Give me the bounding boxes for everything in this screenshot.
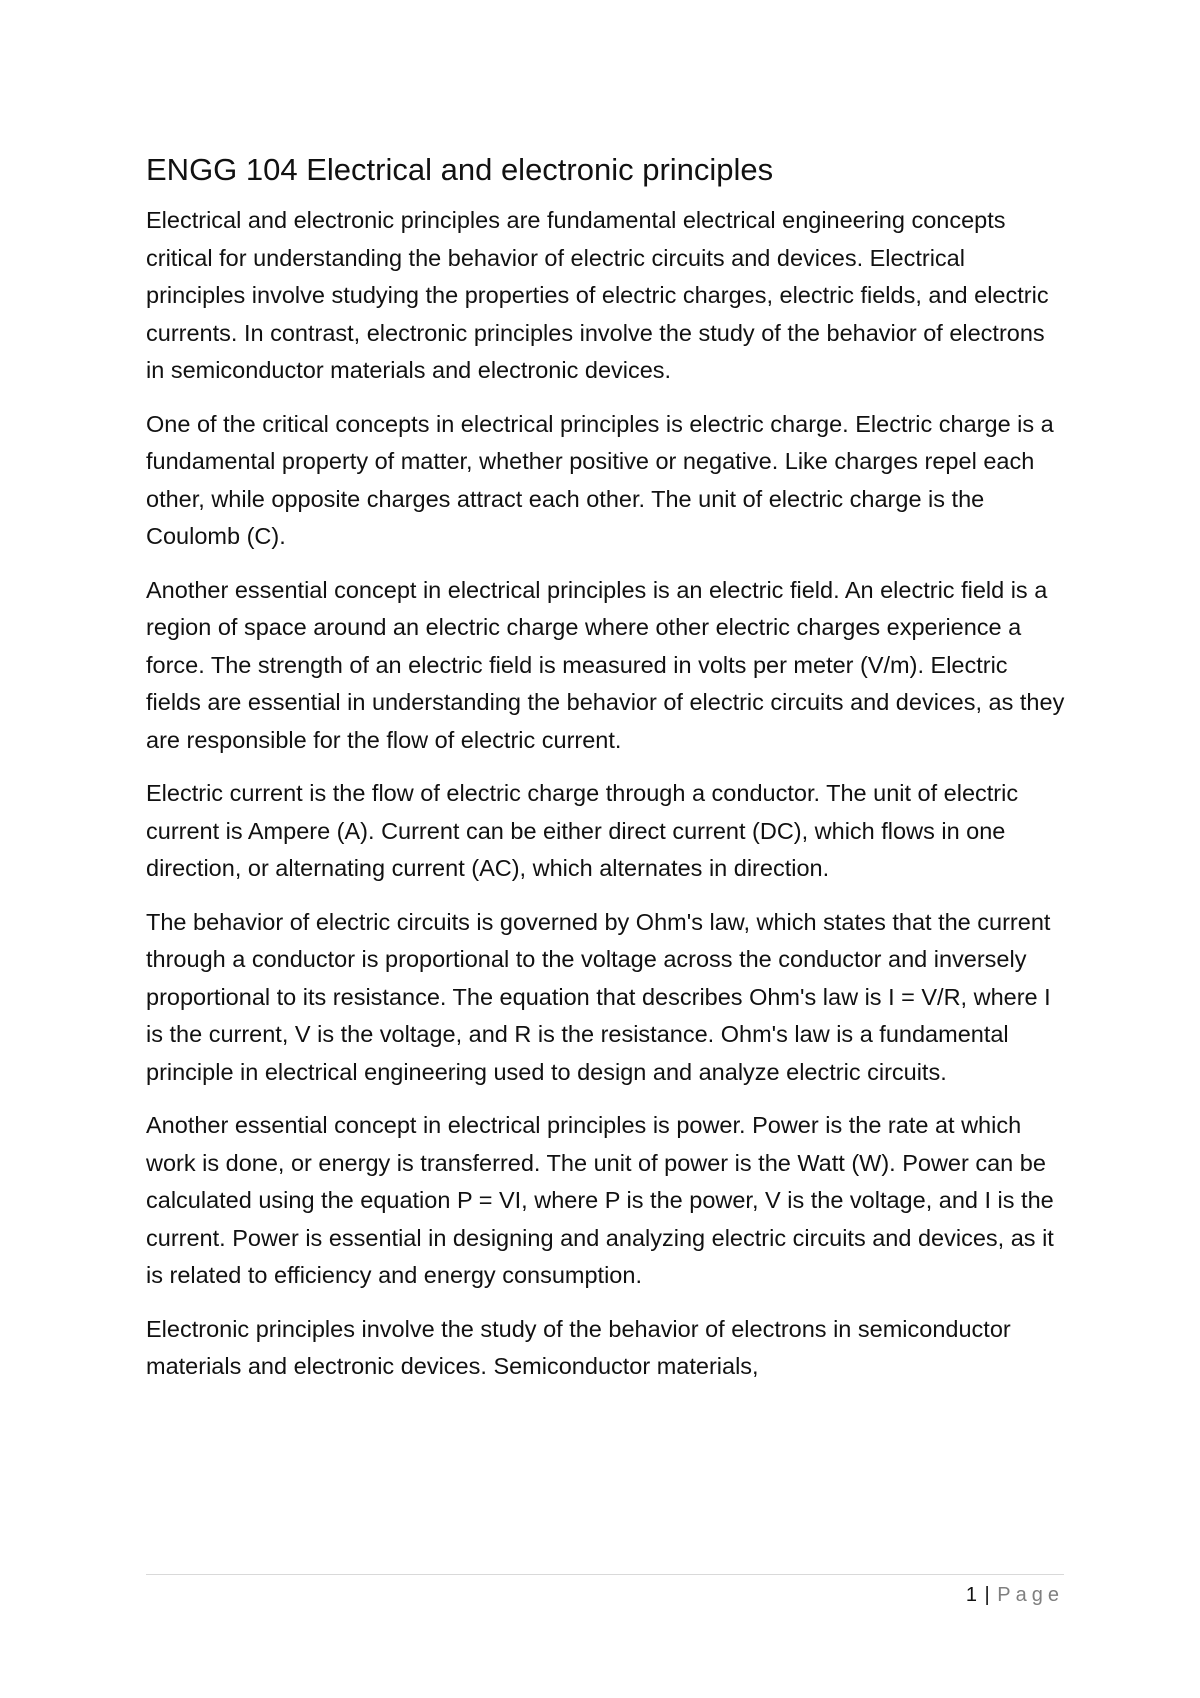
page-footer: [966, 1582, 1064, 1608]
paragraph-electronic-principles: Electronic principles involve the study of the behavior of electrons in semiconductor materials and electronic devices. Semiconductor materials,: [146, 1315, 1011, 1379]
page-number: 1: [965, 1584, 977, 1606]
page-label: Page: [997, 1584, 1064, 1606]
document-title: ENGG 104 Electrical and electronic principles: [146, 152, 774, 187]
paragraph-intro: Electrical and electronic principles are fundamental electrical engineering concepts critical for understanding the behavior of electric circuits and devices. Electrical principles involve studying the properties of electric charges, electric fields, and electric currents. In contrast, electronic principles involve the study of the behavior of electrons in semiconductor materials and electronic devices.: [146, 207, 1049, 383]
paragraph-power: Another essential concept in electrical principles is power. Power is the rate at which work is done, or energy is transferred. The unit of power is the Watt (W). Power can be calculated using the equation P = VI, where P is the power, V is the voltage, and I is the current. Power is essential in designing and analyzing electric circuits and devices, as it is related to efficiency and energy consumption.: [146, 1112, 1054, 1288]
document-body: [146, 150, 1066, 1402]
footer-separator: |: [984, 1584, 990, 1606]
footer-divider: [146, 1574, 1064, 1575]
paragraph-electric-field: Another essential concept in electrical principles is an electric field. An electric field is a region of space around an electric charge where other electric charges experience a force. The strength of an electric field is measured in volts per meter (V/m). Electric fields are essential in understanding the behavior of electric circuits and devices, as they are responsible for the flow of electric current.: [146, 576, 1065, 753]
paragraph-electric-current: Electric current is the flow of electric charge through a conductor. The unit of electric current is Ampere (A). Current can be either direct current (DC), which flows in one direction, or alternating current (AC), which alternates in direction.: [146, 780, 1019, 881]
paragraph-ohms-law: The behavior of electric circuits is governed by Ohm's law, which states that the current through a conductor is proportional to the voltage across the conductor and inversely proportional to its resistance. The equation that describes Ohm's law is I = V/R, where I is the current, V is the voltage, and R is the resistance. Ohm's law is a fundamental principle in electrical engineering used to design and analyze electric circuits.: [146, 908, 1051, 1085]
paragraph-electric-charge: One of the critical concepts in electrical principles is electric charge. Electric charge is a fundamental property of matter, whether positive or negative. Like charges repel each other, while opposite charges attract each other. The unit of electric charge is the Coulomb (C).: [146, 410, 1054, 549]
